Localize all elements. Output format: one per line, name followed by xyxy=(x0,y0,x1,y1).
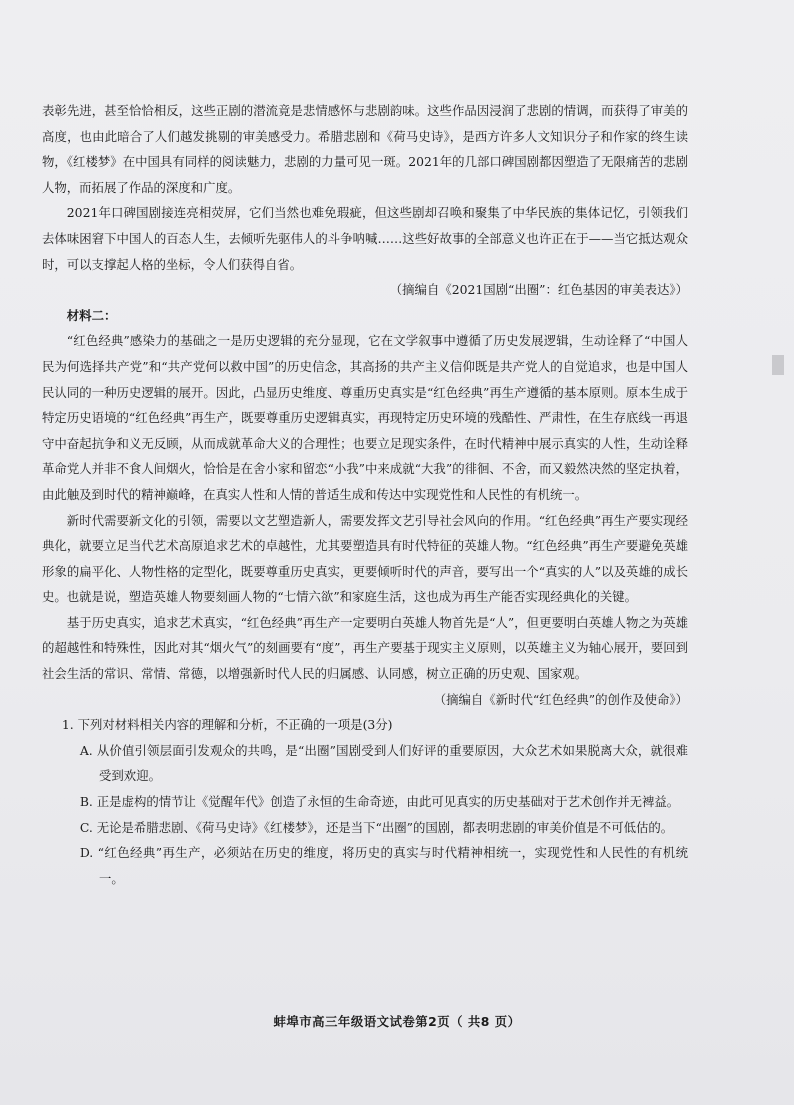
margin-mark xyxy=(772,355,784,375)
source-citation: （摘编自《新时代“红色经典”的创作及使命》） xyxy=(433,691,688,707)
page-footer: 蚌埠市高三年级语文试卷第2页（ 共8 页） xyxy=(273,1014,521,1029)
source-citation: （摘编自《2021国剧“出圈”：红色基因的审美表达》） xyxy=(389,282,688,298)
option-b: B. 正是虚构的情节让《觉醒年代》创造了永恒的生命奇迹，由此可见真实的历史基础对于艺术创作并无裨益。 xyxy=(79,794,680,810)
material-heading: 材料二： xyxy=(66,307,117,323)
paragraph: 2021年口碑国剧接连亮相荧屏，它们当然也难免瑕疵，但这些剧却召唤和聚集了中华民族的集体记忆，引领我们去体味困窘下中国人的百态人生，去倾听先驱伟人的斗争呐喊……这些好故事的全部意义也许正在于——当它抵达观众时，可以支撑起人格的坐标，令人们获得自省。 xyxy=(42,205,688,272)
option-a: A. 从价值引领层面引发观众的共鸣，是“出圈”国剧受到人们好评的重要原因，大众艺术如果脱离大众，就很难受到欢迎。 xyxy=(79,742,688,784)
page-content xyxy=(42,98,688,891)
paragraph: 基于历史真实，追求艺术真实，“红色经典”再生产一定要明白英雄人物首先是“人”，但更要明白英雄人物之为英雄的超越性和特殊性，因此对其“烟火气”的刻画要有“度”，再生产要基于现实主义原则，以英雄主义为轴心展开，要回到社会生活的常识、常情、常德，以增强新时代人民的归属感、认同感，树立正确的历史观、国家观。 xyxy=(42,614,688,682)
option-d: D. “红色经典”再生产，必须站在历史的维度，将历史的真实与时代精神相统一，实现党性和人民性的有机统一。 xyxy=(79,845,688,886)
option-c: C. 无论是希腊悲剧、《荷马史诗》《红楼梦》，还是当下“出圈”的国剧，都表明悲剧的审美价值是不可低估的。 xyxy=(79,819,674,835)
paragraph: “红色经典”感染力的基础之一是历史逻辑的充分显现，它在文学叙事中遵循了历史发展逻辑，生动诠释了“中国人民为何选择共产党”和“共产党何以救中国”的历史信念，其高扬的共产主义信仰既是共产党人的自觉追求，也是中国人民认同的一种历史逻辑的展开。因此，凸显历史维度、尊重历史真实是“红色经典”再生产遵循的基本原则。原本生成于特定历史语境的“红色经典”再生产，既要尊重历史逻辑真实，再现特定历史环境的残酷性、严肃性，在生存底线一再退守中奋起抗争和义无反顾，从而成就革命大义的合理性；也要立足现实条件，在时代精神中展示真实的人性，生动诠释革命党人并非不食人间烟火，恰恰是在舍小家和留恋“小我”中来成就“大我”的徘徊、不舍，而又毅然决然的坚定执着，由此触及到时代的精神巅峰，在真实人性和人情的普适生成和传达中实现党性和人民性的有机统一。 xyxy=(42,333,688,502)
question-stem: 1. 下列对材料相关内容的理解和分析，不正确的一项是(3分) xyxy=(61,717,393,733)
paragraph: 新时代需要新文化的引领，需要以文艺塑造新人，需要发挥文艺引导社会风向的作用。“红色经典”再生产要实现经典化，就要立足当代艺术高原追求艺术的卓越性，尤其要塑造具有时代特征的英雄人物。“红色经典”再生产要避免英雄形象的扁平化、人物性格的定型化，既要尊重历史真实，更要倾听时代的声音，要写出一个“真实的人”以及英雄的成长史。也就是说，塑造英雄人物要刻画人物的“七情六欲”和家庭生活，这也成为再生产能否实现经典化的关键。 xyxy=(42,512,688,605)
paragraph: 表彰先进，甚至恰恰相反，这些正剧的潜流竟是悲情感怀与悲剧韵味。这些作品因浸润了悲剧的情调，而获得了审美的高度，也由此暗合了人们越发挑剔的审美感受力。希腊悲剧和《荷马史诗》，是西方许多人文知识分子和作家的终生读物，《红楼梦》在中国具有同样的阅读魅力，悲剧的力量可见一斑。2021年的几部口碑国剧都因塑造了无限痛苦的悲剧人物，而拓展了作品的深度和广度。 xyxy=(42,103,688,195)
